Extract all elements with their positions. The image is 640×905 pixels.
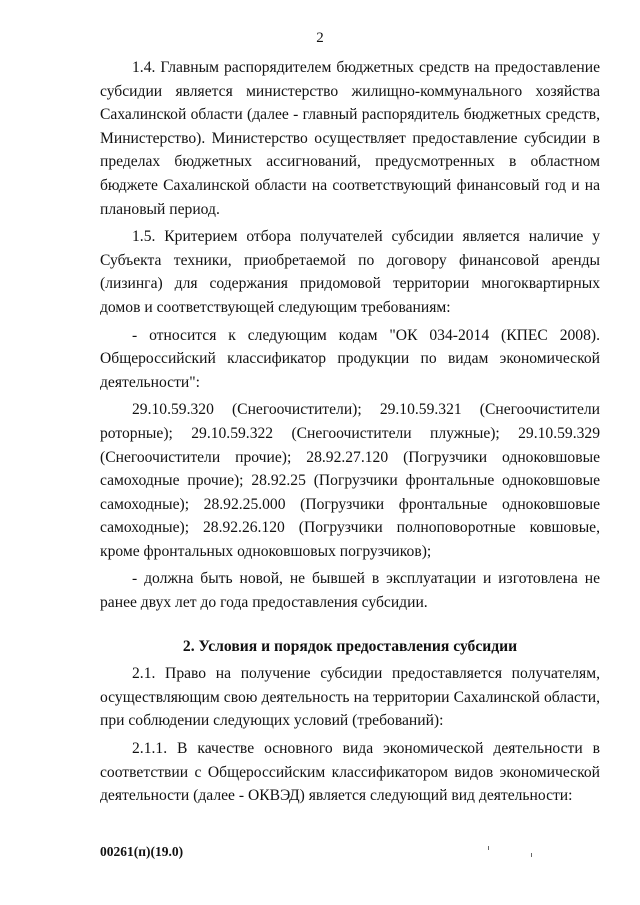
paragraph-1-4: 1.4. Главным распорядителем бюджетных средств на предоставление субсидии является министерство жилищно-коммунального хозяйства Сахалинской области (далее - главный распорядитель бюджетных средств, Министерство). Министерство осуществляет предоставление субсидии в пределах бюджетных ассигнований, предусмотренных в областном бюджете Сахалинской области на соответствующий финансовый год и на плановый период. [100,59,600,218]
paragraph-1-5: 1.5. Критерием отбора получателей субсидии является наличие у Субъекта техники, приобретаемой по договору финансовой аренды (лизинга) для содержания придомовой территории многоквартирных домов и соответствующей следующим требованиям: [100,228,600,316]
footer-document-code: 00261(п)(19.0) [100,844,184,859]
paragraph-2-1: 2.1. Право на получение субсидии предоставляется получателям, осуществляющим свою деятельность на территории Сахалинской области, при соблюдении следующих условий (требований): [100,665,600,730]
scan-artifact [488,846,489,850]
paragraph-new-equipment-requirement: - должна быть новой, не бывшей в эксплуатации и изготовлена не ранее двух лет до года предоставления субсидии. [100,570,600,612]
document-body [100,56,600,812]
paragraph-2-1-1: 2.1.1. В качестве основного вида экономической деятельности в соответствии с Общероссийским классификатором видов экономической деятельности (далее - ОКВЭД) является следующий вид деятельности: [100,740,600,805]
page-number: 2 [316,30,324,46]
section-heading: 2. Условия и порядок предоставления субсидии [182,637,518,655]
paragraph-product-codes: 29.10.59.320 (Снегоочистители); 29.10.59.321 (Снегоочистители роторные); 29.10.59.322 (Снегоочистители плужные); 29.10.59.329 (Снегоочистители прочие); 28.92.27.120 (Погрузчики одноковшовые самоходные прочие); 28.92.25 (Погрузчики фронтальные одноковшовые самоходные); 28.92.25.000 (Погрузчики фронтальные одноковшовые самоходные); 28.92.26.120 (Погрузчики полноповоротные ковшовые, кроме фронтальных одноковшовых погрузчиков); [100,401,600,560]
paragraph-classifier-requirement: - относится к следующим кодам "ОК 034-2014 (КПЕС 2008). Общероссийский классификатор продукции по видам экономической деятельности": [100,326,600,391]
scan-artifact [531,853,532,857]
